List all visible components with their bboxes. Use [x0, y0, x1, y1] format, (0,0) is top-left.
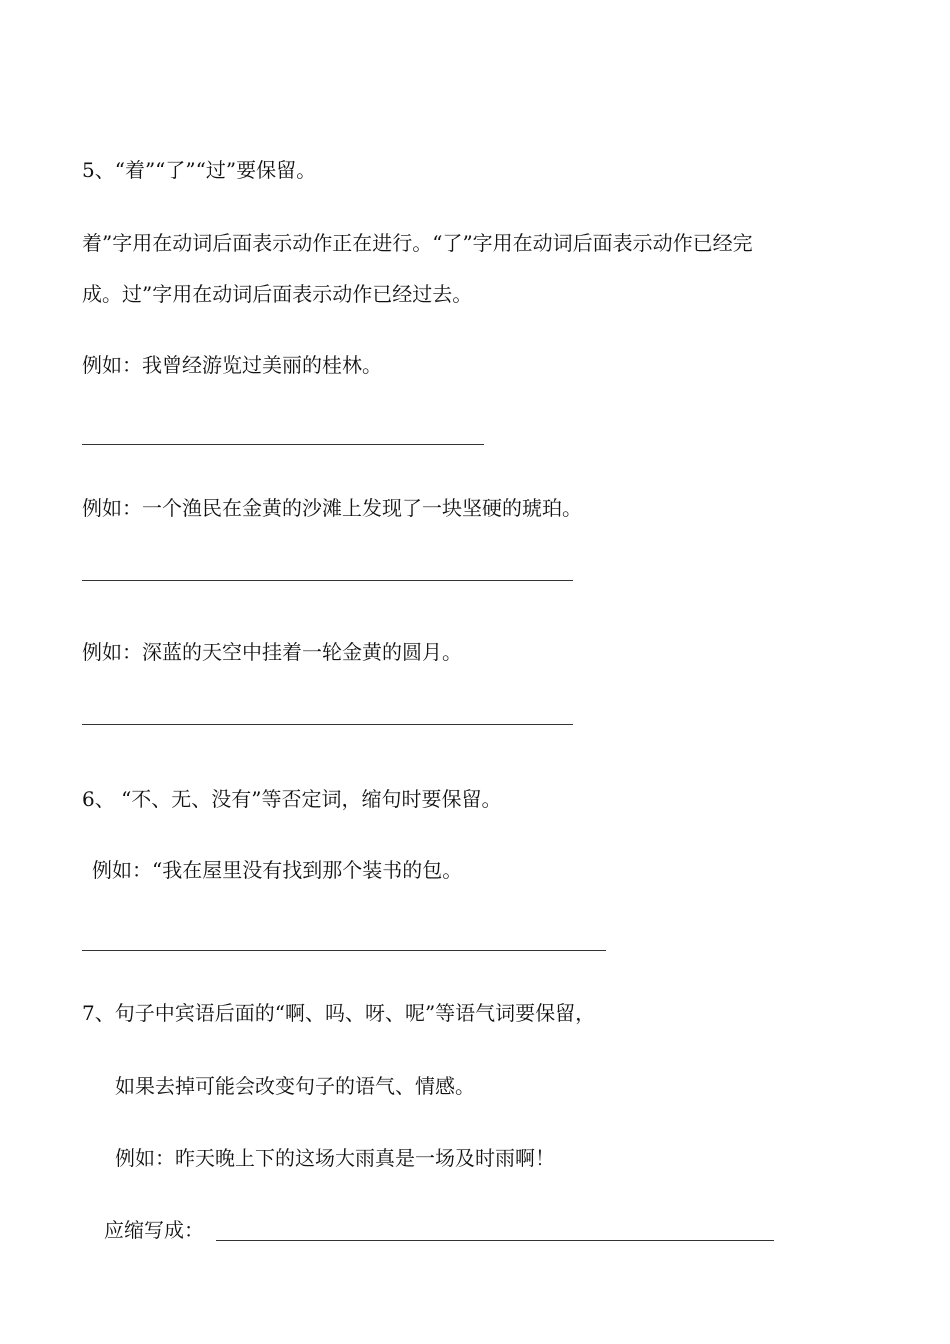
answer-line-7-1[interactable]	[216, 1240, 774, 1241]
section-5-example-2: 例如：一个渔民在金黄的沙滩上发现了一块坚硬的琥珀。	[82, 496, 582, 520]
section-5-example-3: 例如：深蓝的天空中挂着一轮金黄的圆月。	[82, 640, 462, 664]
answer-line-5-3[interactable]	[82, 724, 573, 725]
answer-label: 应缩写成：	[104, 1218, 204, 1242]
section-6-heading: 6、 “不、无、没有”等否定词，缩句时要保留。	[82, 787, 502, 811]
section-7-heading: 7、句子中宾语后面的“啊、吗、呀、呢”等语气词要保留，	[82, 1001, 596, 1025]
section-5-desc-line-1: 着”字用在动词后面表示动作正在进行。“了”字用在动词后面表示动作已经完	[82, 231, 753, 255]
section-5-desc-line-2: 成。过”字用在动词后面表示动作已经过去。	[82, 282, 473, 306]
section-5-heading: 5、“着”“了”“过”要保留。	[82, 158, 317, 182]
section-6-example-1: 例如：“我在屋里没有找到那个装书的包。	[92, 858, 463, 882]
section-7-example-1: 例如：昨天晚上下的这场大雨真是一场及时雨啊！	[115, 1146, 555, 1170]
answer-line-6-1[interactable]	[82, 950, 606, 951]
answer-line-5-2[interactable]	[82, 580, 573, 581]
answer-line-5-1[interactable]	[82, 444, 484, 445]
section-7-desc: 如果去掉可能会改变句子的语气、情感。	[115, 1074, 475, 1098]
section-5-example-1: 例如：我曾经游览过美丽的桂林。	[82, 353, 382, 377]
